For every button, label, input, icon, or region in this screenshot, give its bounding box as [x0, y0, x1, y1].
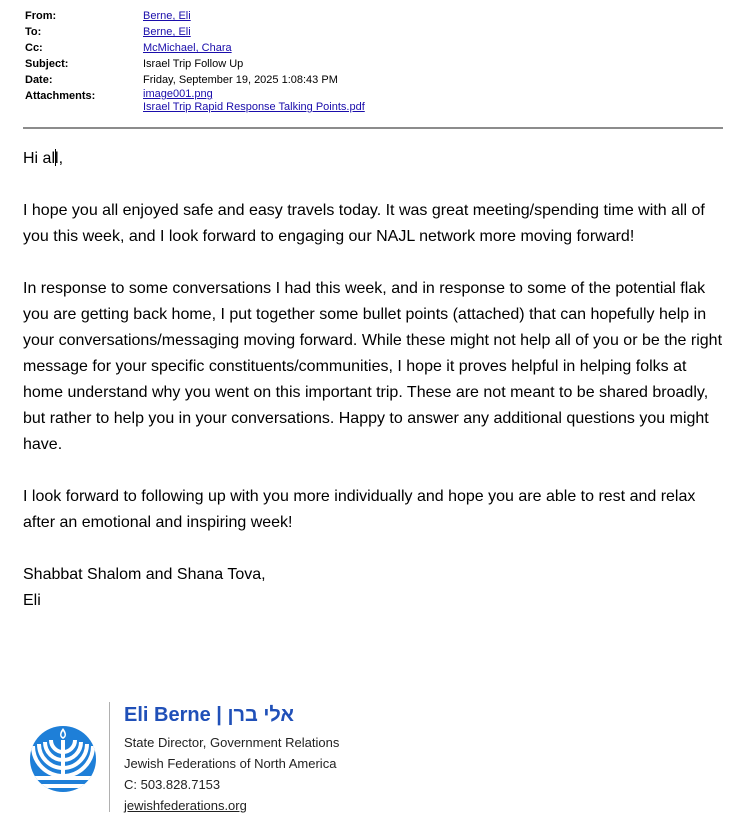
email-signature	[28, 702, 428, 817]
attachments-label: Attachments:	[25, 90, 96, 102]
greeting	[23, 146, 723, 172]
date-value: Friday, September 19, 2025 1:08:43 PM	[143, 74, 338, 86]
body-paragraph-2: In response to some conversations I had this week, and in response to some of the potential flak you are getting back home, I put together some bullet points (attached) that can hopefully help in your conversations/messaging moving forward. While these might not help all of you or be the right message for your specific constituents/communities, I hope it proves helpful in helping folks at home understand why you went on this important trip. These are not meant to be shared broadly, but rather to help you in your conversations. Happy to answer any additional questions you might have.	[23, 280, 723, 453]
to-row	[25, 24, 723, 40]
from-link[interactable]: Berne, Eli	[143, 10, 191, 22]
signature-phone: C: 503.828.7153	[124, 777, 221, 792]
signature-hebrew-name: אלי ברן	[227, 704, 295, 726]
date-label: Date:	[25, 74, 53, 86]
from-label: From:	[25, 10, 57, 22]
signature-website-link[interactable]: jewishfederations.org	[124, 798, 247, 813]
signature-details	[124, 702, 424, 816]
signature-name: Eli Berne	[124, 704, 211, 726]
menorah-globe-logo-icon	[28, 724, 98, 794]
signature-title: State Director, Government Relations	[124, 735, 340, 750]
email-header	[25, 8, 723, 114]
body-paragraph-1: I hope you all enjoyed safe and easy travels today. It was great meeting/spending time with all of you this week, and I look forward to engaging our NAJL network more moving forward!	[23, 202, 705, 245]
cc-row	[25, 40, 723, 56]
signature-divider	[109, 702, 110, 812]
date-row	[25, 72, 723, 88]
closing-line: Shabbat Shalom and Shana Tova,	[23, 566, 266, 583]
signature-separator: |	[216, 704, 222, 726]
body-paragraph-3: I look forward to following up with you more individually and hope you are able to rest and relax after an emotional and inspiring week!	[23, 488, 696, 531]
attachment-pdf-link[interactable]: Israel Trip Rapid Response Talking Points.pdf	[143, 101, 365, 113]
header-divider	[23, 127, 723, 129]
attachments-row	[25, 88, 723, 114]
cc-label: Cc:	[25, 42, 43, 54]
signature-organization: Jewish Federations of North America	[124, 756, 337, 771]
attachments-list	[143, 88, 723, 114]
cc-link[interactable]: McMichael, Chara	[143, 42, 232, 54]
to-label: To:	[25, 26, 42, 38]
closing-block	[23, 562, 723, 614]
to-link[interactable]: Berne, Eli	[143, 26, 191, 38]
from-row	[25, 8, 723, 24]
signature-name-line	[124, 702, 424, 728]
greeting-text-start: Hi al	[23, 150, 56, 167]
attachment-image-link[interactable]: image001.png	[143, 88, 213, 100]
subject-row	[25, 56, 723, 72]
subject-label: Subject:	[25, 58, 69, 70]
signoff-name: Eli	[23, 592, 41, 609]
greeting-text-end: l,	[55, 150, 64, 167]
subject-value: Israel Trip Follow Up	[143, 58, 244, 70]
email-body	[23, 146, 723, 614]
